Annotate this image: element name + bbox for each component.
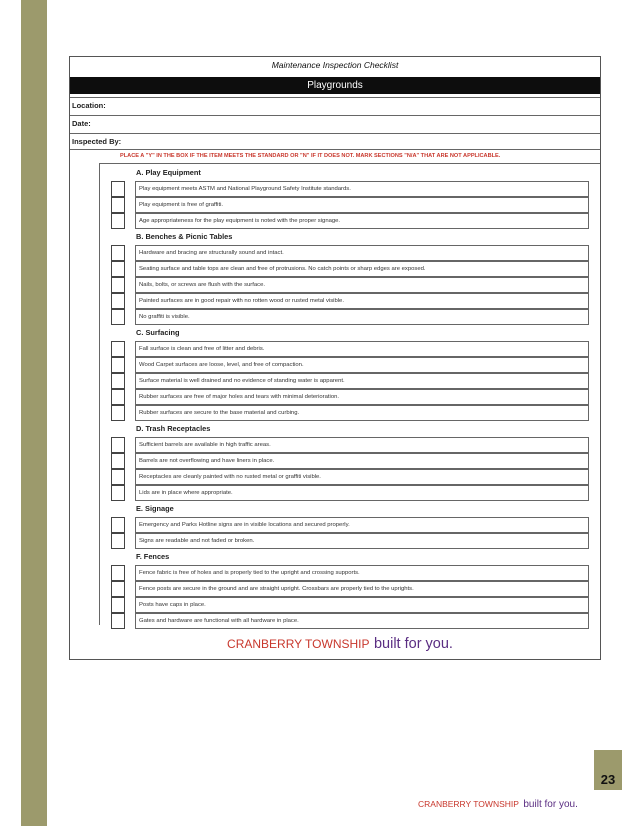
inspection-form (69, 56, 601, 660)
checkbox[interactable] (111, 245, 125, 261)
checkbox[interactable] (111, 533, 125, 549)
checklist-item: Hardware and bracing are structurally sound and intact. (135, 245, 589, 261)
section-heading-c: C. Surfacing (136, 328, 180, 337)
checkbox[interactable] (111, 517, 125, 533)
brand-name: CRANBERRY TOWNSHIP (227, 637, 370, 651)
page-number: 23 (600, 772, 616, 787)
checklist-item: Wood Carpet surfaces are loose, level, and free of compaction. (135, 357, 589, 373)
checklist-item: Age appropriateness for the play equipment is noted with the proper signage. (135, 213, 589, 229)
checklist-item: Painted surfaces are in good repair with no rotten wood or rusted metal visible. (135, 293, 589, 309)
checkbox[interactable] (111, 181, 125, 197)
checkbox[interactable] (111, 277, 125, 293)
checkbox[interactable] (111, 485, 125, 501)
section-heading-d: D. Trash Receptacles (136, 424, 211, 433)
checklist-item: Seating surface and table tops are clean and free of protrusions. No catch points or sharp edges are exposed. (135, 261, 589, 277)
location-field[interactable]: Location: (70, 97, 600, 113)
checklist-item: Receptacles are cleanly painted with no rusted metal or graffiti visible. (135, 469, 589, 485)
checkbox[interactable] (111, 357, 125, 373)
checklist-item: Barrels are not overflowing and have liners in place. (135, 453, 589, 469)
checklist-item: Rubber surfaces are secure to the base material and curbing. (135, 405, 589, 421)
checkbox[interactable] (111, 309, 125, 325)
checklist-frame (99, 163, 600, 625)
checkbox[interactable] (111, 613, 125, 629)
checklist-item: Play equipment meets ASTM and National Playground Safety Institute standards. (135, 181, 589, 197)
checklist-item: Fence posts are secure in the ground and are straight upright. Crossbars are properly tied to the uprights. (135, 581, 589, 597)
inspected-by-field[interactable]: Inspected By: (70, 133, 600, 149)
checkbox[interactable] (111, 373, 125, 389)
checkbox[interactable] (111, 197, 125, 213)
section-heading-a: A. Play Equipment (136, 168, 201, 177)
checklist-item: Fence fabric is free of holes and is properly tied to the upright and crossing supports. (135, 565, 589, 581)
checklist-item: Fall surface is clean and free of litter and debris. (135, 341, 589, 357)
checklist-item: Surface material is well drained and no evidence of standing water is apparent. (135, 373, 589, 389)
checkbox[interactable] (111, 389, 125, 405)
checkbox[interactable] (111, 581, 125, 597)
date-field[interactable]: Date: (70, 115, 600, 131)
section-heading-f: F. Fences (136, 552, 170, 561)
checkbox[interactable] (111, 405, 125, 421)
checkbox[interactable] (111, 597, 125, 613)
checklist-item: Lids are in place where appropriate. (135, 485, 589, 501)
footer-brand-tagline: built for you. (523, 799, 578, 810)
checklist-item: Signs are readable and not faded or broken. (135, 533, 589, 549)
checkbox[interactable] (111, 341, 125, 357)
checkbox[interactable] (111, 565, 125, 581)
checklist-item: Sufficient barrels are available in high traffic areas. (135, 437, 589, 453)
section-heading-b: B. Benches & Picnic Tables (136, 232, 233, 241)
form-subheader: Playgrounds (70, 77, 600, 94)
form-title: Maintenance Inspection Checklist (271, 60, 399, 70)
checkbox[interactable] (111, 293, 125, 309)
section-heading-e: E. Signage (136, 504, 174, 513)
instruction-text: PLACE A "Y" IN THE BOX IF THE ITEM MEETS THE STANDARD OR "N" IF IT DOES NOT. MARK SECTIONS "N/A" THAT ARE NOT APPLICABLE. (70, 149, 600, 163)
checklist-item: Rubber surfaces are free of major holes and tears with minimal deterioration. (135, 389, 589, 405)
checklist-item: No graffiti is visible. (135, 309, 589, 325)
checkbox[interactable] (111, 437, 125, 453)
form-brand-logo (190, 635, 490, 653)
checkbox[interactable] (111, 213, 125, 229)
brand-tagline: built for you. (373, 636, 453, 652)
checklist-item: Play equipment is free of graffiti. (135, 197, 589, 213)
footer-brand-logo (418, 794, 578, 812)
sidebar-bar (21, 0, 47, 826)
checkbox[interactable] (111, 453, 125, 469)
checklist-item: Emergency and Parks Hotline signs are in visible locations and secured properly. (135, 517, 589, 533)
checklist-item: Nails, bolts, or screws are flush with the surface. (135, 277, 589, 293)
checklist-item: Posts have caps in place. (135, 597, 589, 613)
checklist-item: Gates and hardware are functional with all hardware in place. (135, 613, 589, 629)
checkbox[interactable] (111, 469, 125, 485)
checkbox[interactable] (111, 261, 125, 277)
footer-brand-name: CRANBERRY TOWNSHIP (418, 799, 519, 809)
